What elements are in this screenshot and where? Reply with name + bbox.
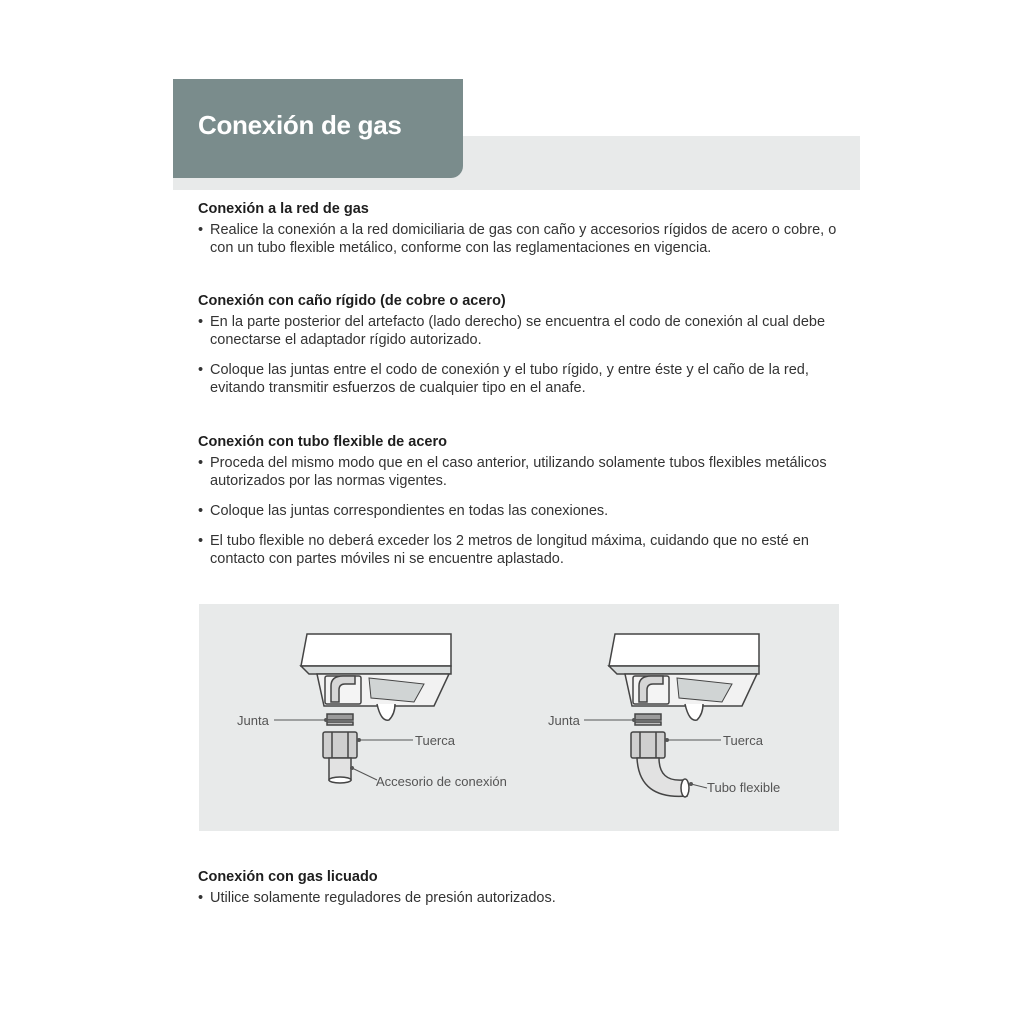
section-heading: Conexión con tubo flexible de acero (198, 434, 447, 450)
label-accesorio: Accesorio de conexión (376, 774, 507, 789)
connection-diagram (199, 604, 839, 831)
bullet-item: • Utilice solamente reguladores de presión autorizados. (198, 889, 848, 907)
label-junta-right: Junta (548, 713, 580, 728)
section-gas-licuado (198, 869, 848, 919)
bullet-item: • En la parte posterior del artefacto (lado derecho) se encuentra el codo de conexión al cual debe conectarse el adaptador rígido autorizado. (198, 313, 848, 349)
label-junta-left: Junta (237, 713, 269, 728)
label-tuerca-left: Tuerca (415, 733, 455, 748)
section-cano-rigido (198, 293, 848, 409)
bullet-item: • Proceda del mismo modo que en el caso anterior, utilizando solamente tubos flexibles metálicos autorizados por las normas vigentes. (198, 454, 848, 490)
section-red-de-gas (198, 201, 848, 269)
left-diagram (301, 634, 451, 783)
section-heading: Conexión a la red de gas (198, 201, 369, 217)
page-title: Conexión de gas (198, 110, 402, 140)
right-diagram (609, 634, 759, 797)
bullet-item: • Coloque las juntas correspondientes en todas las conexiones. (198, 502, 848, 520)
left-labels (237, 713, 507, 789)
section-tubo-flexible (198, 434, 848, 580)
label-tuerca-right: Tuerca (723, 733, 763, 748)
label-tubo-flexible: Tubo flexible (707, 780, 781, 795)
bullet-item: • El tubo flexible no deberá exceder los 2 metros de longitud máxima, cuidando que no esté en contacto con partes móviles ni se encuentre aplastado. (198, 532, 848, 568)
bullet-item: • Realice la conexión a la red domiciliaria de gas con caño y accesorios rígidos de acero o cobre, o con un tubo flexible metálico, conforme con las reglamentaciones en vigencia. (198, 221, 848, 257)
bullet-item: • Coloque las juntas entre el codo de conexión y el tubo rígido, y entre éste y el caño de la red, evitando transmitir esfuerzos de cualquier tipo en el anafe. (198, 361, 848, 397)
section-heading: Conexión con gas licuado (198, 869, 378, 885)
section-heading: Conexión con caño rígido (de cobre o acero) (198, 293, 506, 309)
